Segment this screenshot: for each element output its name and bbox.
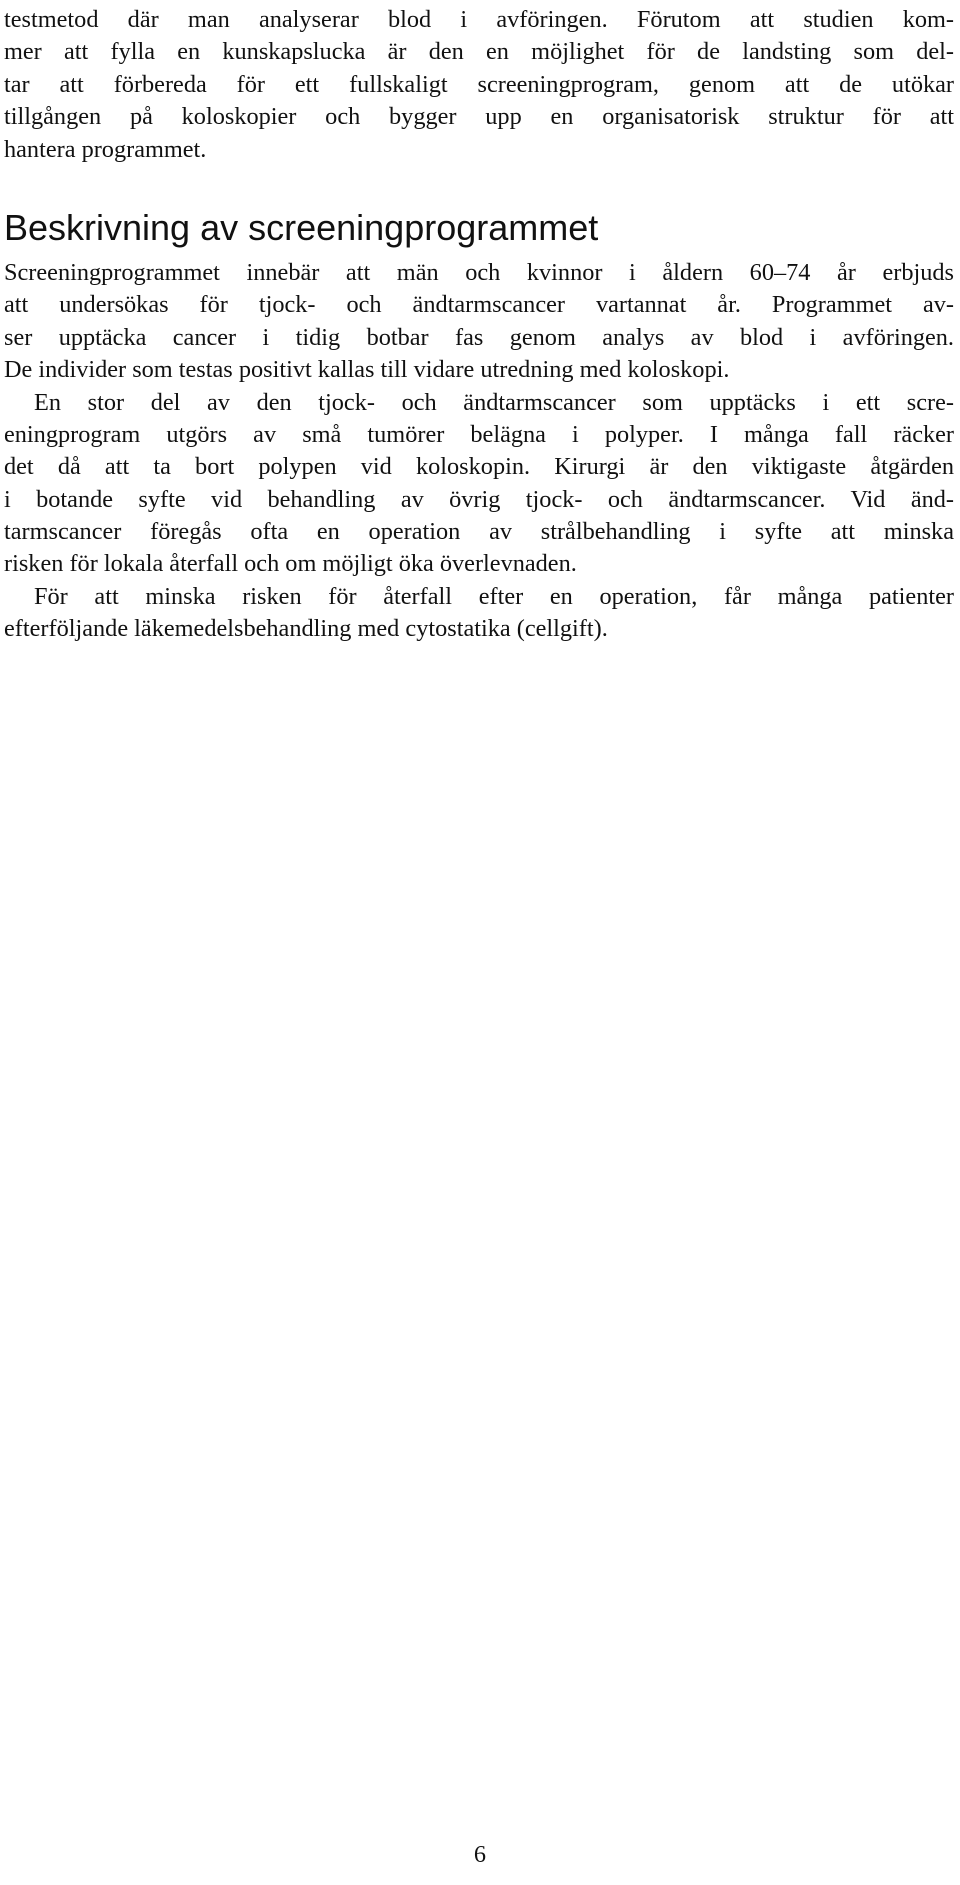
paragraph-2 (4, 387, 954, 581)
text-line: tillgången på koloskopier och bygger upp en organisatorisk struktur för att (4, 103, 954, 131)
text-line: det då att ta bort polypen vid koloskopin. Kirurgi är den viktigaste åtgärden (4, 453, 954, 481)
intro-paragraph (4, 4, 954, 166)
paragraph-3 (4, 581, 954, 646)
paragraph-1 (4, 257, 954, 387)
text-line: De individer som testas positivt kallas till vidare utredning med koloskopi. (4, 356, 730, 384)
page-number: 6 (473, 1841, 487, 1868)
text-line: i botande syfte vid behandling av övrig tjock- och ändtarmscancer. Vid änd- (4, 485, 954, 513)
text-line: risken för lokala återfall och om möjligt öka överlevnaden. (4, 550, 577, 578)
section-heading: Beskrivning av screeningprogrammet (4, 206, 599, 248)
text-line: att undersökas för tjock- och ändtarmscancer vartannat år. Programmet av- (4, 291, 954, 319)
text-line: mer att fylla en kunskapslucka är den en möjlighet för de landsting som del- (4, 38, 954, 66)
text-line: testmetod där man analyserar blod i avföringen. Förutom att studien kom- (4, 6, 954, 33)
text-line: En stor del av den tjock- och ändtarmscancer som upptäcks i ett scre- (34, 388, 954, 416)
text-line: tar att förbereda för ett fullskaligt screeningprogram, genom att de utökar (4, 70, 954, 98)
text-line: ser upptäcka cancer i tidig botbar fas genom analys av blod i avföringen. (4, 323, 954, 351)
text-line: tarmscancer föregås ofta en operation av strålbehandling i syfte att minska (4, 518, 954, 546)
page-content (4, 4, 954, 646)
text-line: efterföljande läkemedelsbehandling med cytostatika (cellgift). (4, 615, 608, 643)
text-line: hantera programmet. (4, 135, 207, 163)
text-line: eningprogram utgörs av små tumörer belägna i polyper. I många fall räcker (4, 420, 954, 448)
text-line: Screeningprogrammet innebär att män och kvinnor i åldern 60–74 år erbjuds (4, 258, 954, 286)
text-line: För att minska risken för återfall efter en operation, får många patienter (34, 582, 954, 610)
